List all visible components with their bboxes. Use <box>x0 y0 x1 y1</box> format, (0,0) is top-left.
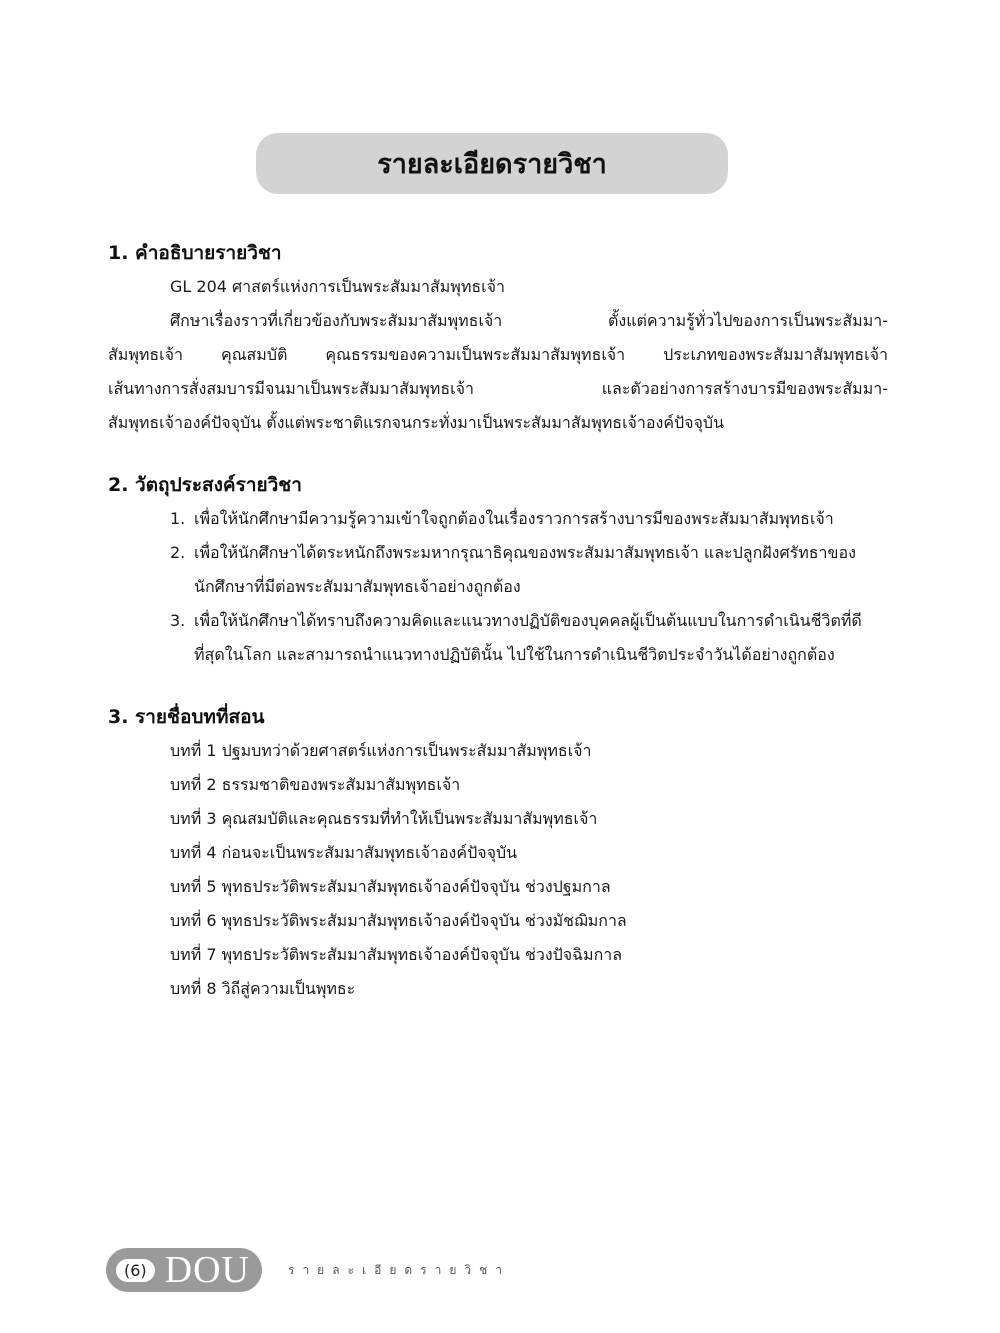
objective-text: เพื่อให้นักศึกษามีความรู้ความเข้าใจถูกต้องในเรื่องราวการสร้างบารมีของพระสัมมาสัมพุทธเจ้า <box>194 509 834 528</box>
chapter-item: บทที่ 3 คุณสมบัติและคุณธรรมที่ทำให้เป็นพระสัมมาสัมพุทธเจ้า <box>170 809 598 828</box>
section-3-heading: 3. รายชื่อบทที่สอน <box>108 706 265 728</box>
objective-text: เพื่อให้นักศึกษาได้ตระหนักถึงพระมหากรุณาธิคุณของพระสัมมาสัมพุทธเจ้า และปลูกฝังศรัทธาของนักศึกษาที่มีต่อพระสัมมาสัมพุทธเจ้าอย่างถูกต้อง <box>194 543 856 596</box>
objective-number: 3. <box>170 611 186 630</box>
description-line: ศึกษาเรื่องราวที่เกี่ยวข้องกับพระสัมมาสัมพุทธเจ้า ตั้งแต่ความรู้ทั่วไปของการเป็นพระสัมมา- <box>170 311 888 330</box>
page-title: รายละเอียดรายวิชา <box>377 149 607 180</box>
objective-text: เพื่อให้นักศึกษาได้ทราบถึงความคิดและแนวทางปฏิบัติของบุคคลผู้เป็นต้นแบบในการดำเนินชีวิตที่ดีที่สุดในโลก และสามารถนำแนวทางปฏิบัตินั้น ไปใช้ในการดำเนินชีวิตประจำวันได้อย่างถูกต้อง <box>194 611 862 664</box>
chapter-item: บทที่ 2 ธรรมชาติของพระสัมมาสัมพุทธเจ้า <box>170 775 461 794</box>
description-line: สัมพุทธเจ้า คุณสมบัติ คุณธรรมของความเป็นพระสัมมาสัมพุทธเจ้า ประเภทของพระสัมมาสัมพุทธเจ้า <box>108 345 888 364</box>
section-1-heading: 1. คำอธิบายรายวิชา <box>108 242 282 264</box>
dou-logo: DOU <box>164 1249 250 1291</box>
page-footer <box>106 1248 510 1292</box>
chapter-item: บทที่ 4 ก่อนจะเป็นพระสัมมาสัมพุทธเจ้าองค์ปัจจุบัน <box>170 843 518 862</box>
objective-number: 1. <box>170 509 186 528</box>
footer-badge <box>106 1248 262 1292</box>
chapter-item: บทที่ 6 พุทธประวัติพระสัมมาสัมพุทธเจ้าองค์ปัจจุบัน ช่วงมัชฌิมกาล <box>170 911 627 930</box>
chapter-item: บทที่ 8 วิถีสู่ความเป็นพุทธะ <box>170 979 356 998</box>
objective-number: 2. <box>170 543 186 562</box>
main-content <box>108 236 888 1006</box>
description-line: เส้นทางการสั่งสมบารมีจนมาเป็นพระสัมมาสัมพุทธเจ้า และตัวอย่างการสร้างบารมีของพระสัมมา- <box>108 379 888 398</box>
running-title: รายละเอียดรายวิชา <box>288 1262 510 1277</box>
description-line: สัมพุทธเจ้าองค์ปัจจุบัน ตั้งแต่พระชาติแรกจนกระทั่งมาเป็นพระสัมมาสัมพุทธเจ้าองค์ปัจจุบัน <box>108 413 725 432</box>
chapter-item: บทที่ 7 พุทธประวัติพระสัมมาสัมพุทธเจ้าองค์ปัจจุบัน ช่วงปัจฉิมกาล <box>170 945 623 964</box>
objective-item <box>108 536 888 604</box>
chapter-item: บทที่ 5 พุทธประวัติพระสัมมาสัมพุทธเจ้าองค์ปัจจุบัน ช่วงปฐมกาล <box>170 877 611 896</box>
objectives-list <box>108 502 888 672</box>
title-banner <box>256 133 728 194</box>
course-code-line: GL 204 ศาสตร์แห่งการเป็นพระสัมมาสัมพุทธเจ้า <box>170 277 505 296</box>
chapter-item: บทที่ 1 ปฐมบทว่าด้วยศาสตร์แห่งการเป็นพระสัมมาสัมพุทธเจ้า <box>170 741 592 760</box>
objective-item <box>108 604 888 672</box>
chapter-list <box>108 734 888 1006</box>
objective-item <box>108 502 888 536</box>
section-2-heading: 2. วัตถุประสงค์รายวิชา <box>108 474 302 496</box>
page-number: (6) <box>116 1259 155 1282</box>
